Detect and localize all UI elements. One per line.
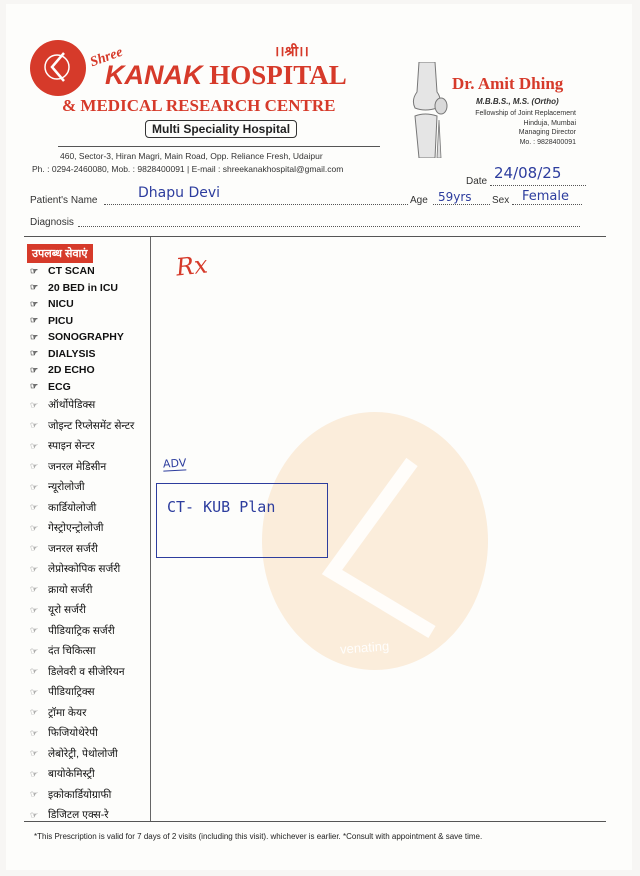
service-item (30, 580, 134, 601)
prescription-note: CT- KUB Plan (167, 498, 276, 516)
logo-shree: Shree (88, 44, 125, 71)
hospital-logo (30, 40, 86, 96)
doctor-fellowship: Fellowship of Joint Replacement (475, 110, 576, 117)
service-item (30, 379, 134, 396)
doctor-fellowship-place: Hinduja, Mumbai (523, 119, 576, 127)
pointing-hand-icon: ☞ (30, 625, 39, 636)
service-label: यूरो सर्जरी (48, 604, 86, 617)
pointing-hand-icon: ☞ (30, 265, 39, 276)
services-list (30, 263, 134, 826)
sex-line (512, 204, 582, 205)
service-item (30, 263, 134, 280)
service-item (30, 313, 134, 330)
service-item (30, 498, 134, 519)
doctor-name: Dr. Amit Dhing (452, 74, 564, 93)
service-label: स्पाइन सेन्टर (48, 440, 95, 453)
doctor-degree: M.B.B.S., M.S. (Ortho) (476, 97, 559, 106)
header-divider (58, 146, 380, 147)
pointing-hand-icon: ☞ (30, 789, 39, 800)
service-item (30, 518, 134, 539)
watermark-text: venating (339, 638, 390, 657)
pointing-hand-icon: ☞ (30, 666, 39, 677)
hospital-name-kanak: KANAK (105, 60, 203, 90)
footer-divider (24, 821, 606, 822)
diagnosis-label: Diagnosis (30, 217, 74, 228)
service-item (30, 785, 134, 806)
date-label: Date (466, 176, 488, 187)
service-item (30, 436, 134, 457)
age-value: 59yrs (438, 190, 472, 204)
service-item (30, 329, 134, 346)
service-item (30, 744, 134, 765)
service-item (30, 641, 134, 662)
service-item (30, 723, 134, 744)
pointing-hand-icon: ☞ (30, 461, 39, 472)
doctor-title: Managing Director (518, 129, 576, 136)
pointing-hand-icon: ☞ (30, 315, 39, 326)
pointing-hand-icon: ☞ (30, 282, 39, 293)
doctor-mobile: Mo. : 9828400091 (519, 138, 576, 146)
service-item (30, 703, 134, 724)
om-symbol: ।।श्री।। (274, 43, 309, 59)
header-separator (24, 236, 606, 237)
service-label: बायोकेमिस्ट्री (48, 768, 95, 781)
footer-note: *This Prescription is valid for 7 days of 2 visits (including this visit). whichever is earlier. *Consult with appointment & save time. (34, 832, 483, 841)
advice-label: ADV (162, 456, 187, 471)
prescription-note-box (156, 483, 328, 558)
pointing-hand-icon: ☞ (30, 563, 39, 574)
pointing-hand-icon: ☞ (30, 502, 39, 513)
age-label: Age (410, 195, 428, 206)
service-label: फिजियोथेरेपी (48, 727, 98, 740)
service-label: ट्रॉमा केयर (48, 706, 87, 719)
patient-name-value: Dhapu Devi (138, 185, 221, 201)
hospital-tagline: Multi Speciality Hospital (145, 120, 297, 138)
pointing-hand-icon: ☞ (30, 543, 39, 554)
pointing-hand-icon: ☞ (30, 748, 39, 759)
service-label: कार्डियोलोजी (48, 501, 97, 514)
service-label: 2D ECHO (48, 364, 95, 377)
rx-symbol: Rx (174, 250, 209, 282)
pointing-hand-icon: ☞ (30, 298, 39, 309)
doctor-info (448, 109, 576, 147)
service-item (30, 362, 134, 379)
service-label: DIALYSIS (48, 347, 96, 360)
pointing-hand-icon: ☞ (30, 727, 39, 738)
service-item (30, 416, 134, 437)
service-item (30, 559, 134, 580)
service-label: इकोकार्डियोग्राफी (48, 788, 112, 801)
pointing-hand-icon: ☞ (30, 420, 39, 431)
patient-name-line (104, 204, 408, 205)
service-label: लेप्रोस्कोपिक सर्जरी (48, 563, 121, 576)
service-label: SONOGRAPHY (48, 331, 124, 344)
service-label: CT SCAN (48, 265, 95, 278)
hospital-subtitle: & MEDICAL RESEARCH CENTRE (62, 96, 336, 115)
service-item (30, 457, 134, 478)
service-label: लेबोरेट्री, पेथोलोजी (48, 747, 118, 760)
pointing-hand-icon: ☞ (30, 481, 39, 492)
pointing-hand-icon: ☞ (30, 686, 39, 697)
service-label: न्यूरोलोजी (48, 481, 85, 494)
service-label: डिजिटल एक्स-रे (48, 809, 109, 822)
column-divider (150, 237, 151, 821)
service-item (30, 346, 134, 363)
service-label: गेस्ट्रोएन्ट्रोलोजी (48, 522, 104, 535)
service-label: पीडियाट्रिक्स (48, 686, 95, 699)
pointing-hand-icon: ☞ (30, 522, 39, 533)
hospital-address: 460, Sector-3, Hiran Magri, Main Road, Opp. Reliance Fresh, Udaipur (60, 151, 323, 161)
service-label: NICU (48, 298, 74, 311)
service-item (30, 662, 134, 683)
service-item (30, 600, 134, 621)
pointing-hand-icon: ☞ (30, 604, 39, 615)
hospital-name-hospital: HOSPITAL (202, 60, 347, 90)
hospital-contact: Ph. : 0294-2460080, Mob. : 9828400091 | E-mail : shreekanakhospital@gmail.com (32, 164, 344, 174)
services-title: उपलब्ध सेवाएं (27, 244, 93, 263)
service-label: 20 BED in ICU (48, 281, 119, 294)
logo-mark-icon (44, 51, 70, 83)
service-item (30, 621, 134, 642)
sex-label: Sex (492, 195, 510, 206)
service-label: ऑर्थोपेडिक्स (48, 399, 96, 412)
patient-name-label: Patient's Name (30, 195, 98, 206)
pointing-hand-icon: ☞ (30, 364, 39, 375)
service-label: जनरल मेडिसीन (48, 460, 107, 473)
pointing-hand-icon: ☞ (30, 645, 39, 656)
service-label: PICU (48, 314, 74, 327)
knee-joint-icon (405, 62, 451, 158)
service-item (30, 539, 134, 560)
service-item (30, 682, 134, 703)
service-label: जनरल सर्जरी (48, 542, 98, 555)
pointing-hand-icon: ☞ (30, 348, 39, 359)
date-value: 24/08/25 (494, 164, 562, 182)
service-item (30, 764, 134, 785)
pointing-hand-icon: ☞ (30, 440, 39, 451)
age-line (433, 204, 490, 205)
service-label: क्रायो सर्जरी (48, 583, 93, 596)
service-label: जोइन्ट रिप्लेसमेंट सेन्टर (48, 419, 135, 432)
service-label: पीडियाट्रिक सर्जरी (48, 624, 115, 637)
service-item (30, 280, 134, 297)
date-line (490, 185, 586, 186)
service-item (30, 477, 134, 498)
service-label: दंत चिकित्सा (48, 645, 96, 658)
pointing-hand-icon: ☞ (30, 399, 39, 410)
pointing-hand-icon: ☞ (30, 768, 39, 779)
service-item (30, 296, 134, 313)
pointing-hand-icon: ☞ (30, 584, 39, 595)
pointing-hand-icon: ☞ (30, 707, 39, 718)
pointing-hand-icon: ☞ (30, 381, 39, 392)
pointing-hand-icon: ☞ (30, 331, 39, 342)
diagnosis-line (78, 226, 580, 227)
pointing-hand-icon: ☞ (30, 809, 39, 820)
sex-value: Female (522, 189, 570, 204)
service-label: ECG (48, 380, 71, 393)
service-item (30, 805, 134, 826)
service-item (30, 395, 134, 416)
service-label: डिलेवरी व सीजेरियन (48, 665, 125, 678)
hospital-name (105, 60, 347, 91)
